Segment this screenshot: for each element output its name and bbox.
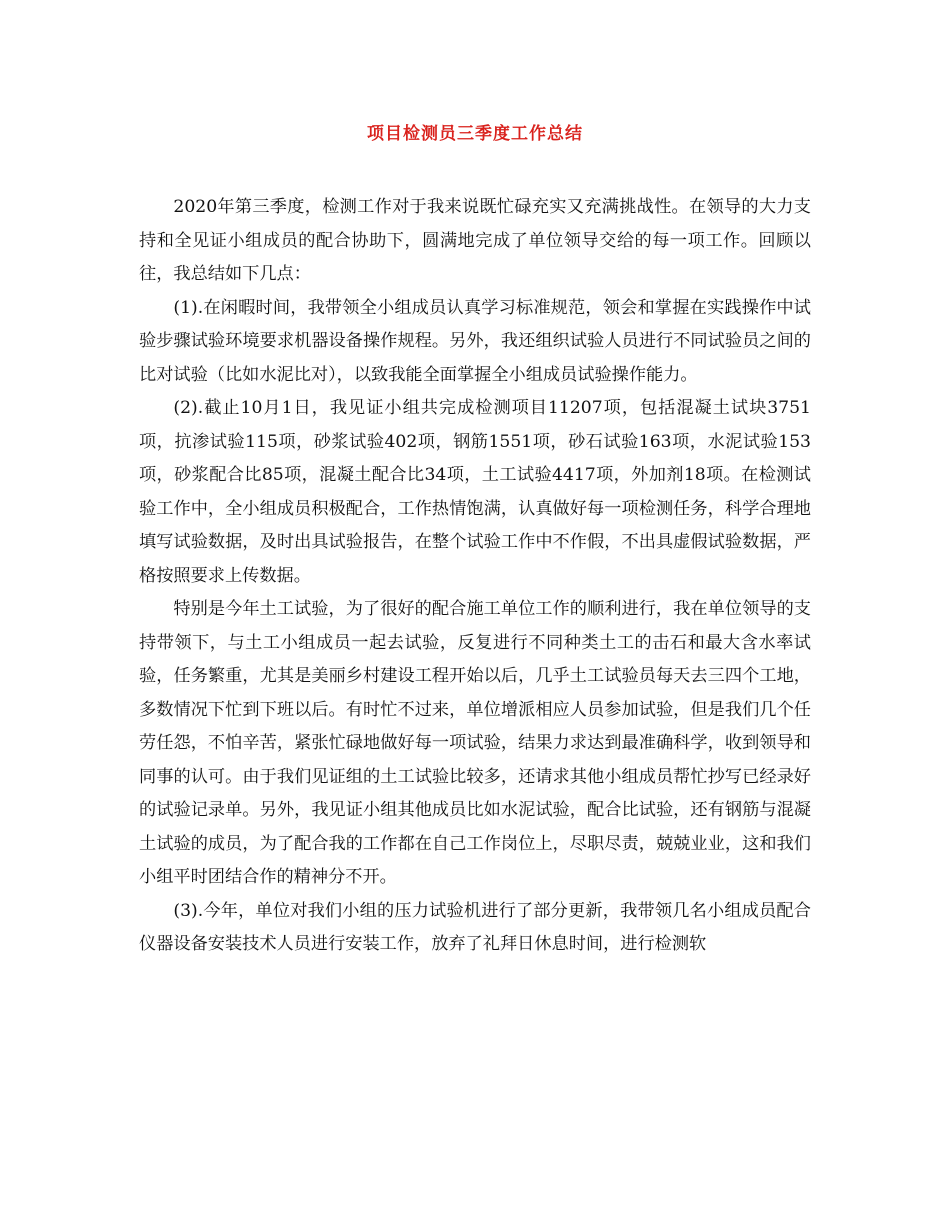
paragraph-point-2: (2).截止10月1日，我见证小组共完成检测项目11207项，包括混凝土试块3751项，抗渗试验115项，砂浆试验402项，钢筋1551项，砂石试验163项，水泥试验153项，砂浆配合比85项，混凝土配合比34项，土工试验4417项，外加剂18项。在检测试验工作中，全小组成员积极配合，工作热情饱满，认真做好每一项检测任务，科学合理地填写试验数据，及时出具试验报告，在整个试验工作中不作假，不出具虚假试验数据，严格按照要求上传数据。 [139, 398, 811, 586]
document-body [139, 191, 811, 962]
document-title: 项目检测员三季度工作总结 [367, 124, 583, 144]
paragraph-point-1: (1).在闲暇时间，我带领全小组成员认真学习标准规范，领会和掌握在实践操作中试验步骤试验环境要求机器设备操作规程。另外，我还组织试验人员进行不同试验员之间的比对试验（比如水泥比对），以致我能全面掌握全小组成员试验操作能力。 [139, 297, 811, 385]
paragraph-soil-test: 特别是今年土工试验，为了很好的配合施工单位工作的顺利进行，我在单位领导的支持带领下，与土工小组成员一起去试验，反复进行不同种类土工的击石和最大含水率试验，任务繁重，尤其是美丽乡村建设工程开始以后，几乎土工试验员每天去三四个工地，多数情况下忙到下班以后。有时忙不过来，单位增派相应人员参加试验，但是我们几个任劳任怨，不怕辛苦，紧张忙碌地做好每一项试验，结果力求达到最准确科学，收到领导和同事的认可。由于我们见证组的土工试验比较多，还请求其他小组成员帮忙抄写已经录好的试验记录单。另外，我见证小组其他成员比如水泥试验，配合比试验，还有钢筋与混凝土试验的成员，为了配合我的工作都在自己工作岗位上，尽职尽责，兢兢业业，这和我们小组平时团结合作的精神分不开。 [139, 599, 811, 887]
paragraph-point-3: (3).今年，单位对我们小组的压力试验机进行了部分更新，我带领几名小组成员配合仪器设备安装技术人员进行安装工作，放弃了礼拜日休息时间，进行检测软 [139, 900, 811, 954]
paragraph-intro: 2020年第三季度，检测工作对于我来说既忙碌充实又充满挑战性。在领导的大力支持和全见证小组成员的配合协助下，圆满地完成了单位领导交给的每一项工作。回顾以往，我总结如下几点： [139, 197, 811, 284]
